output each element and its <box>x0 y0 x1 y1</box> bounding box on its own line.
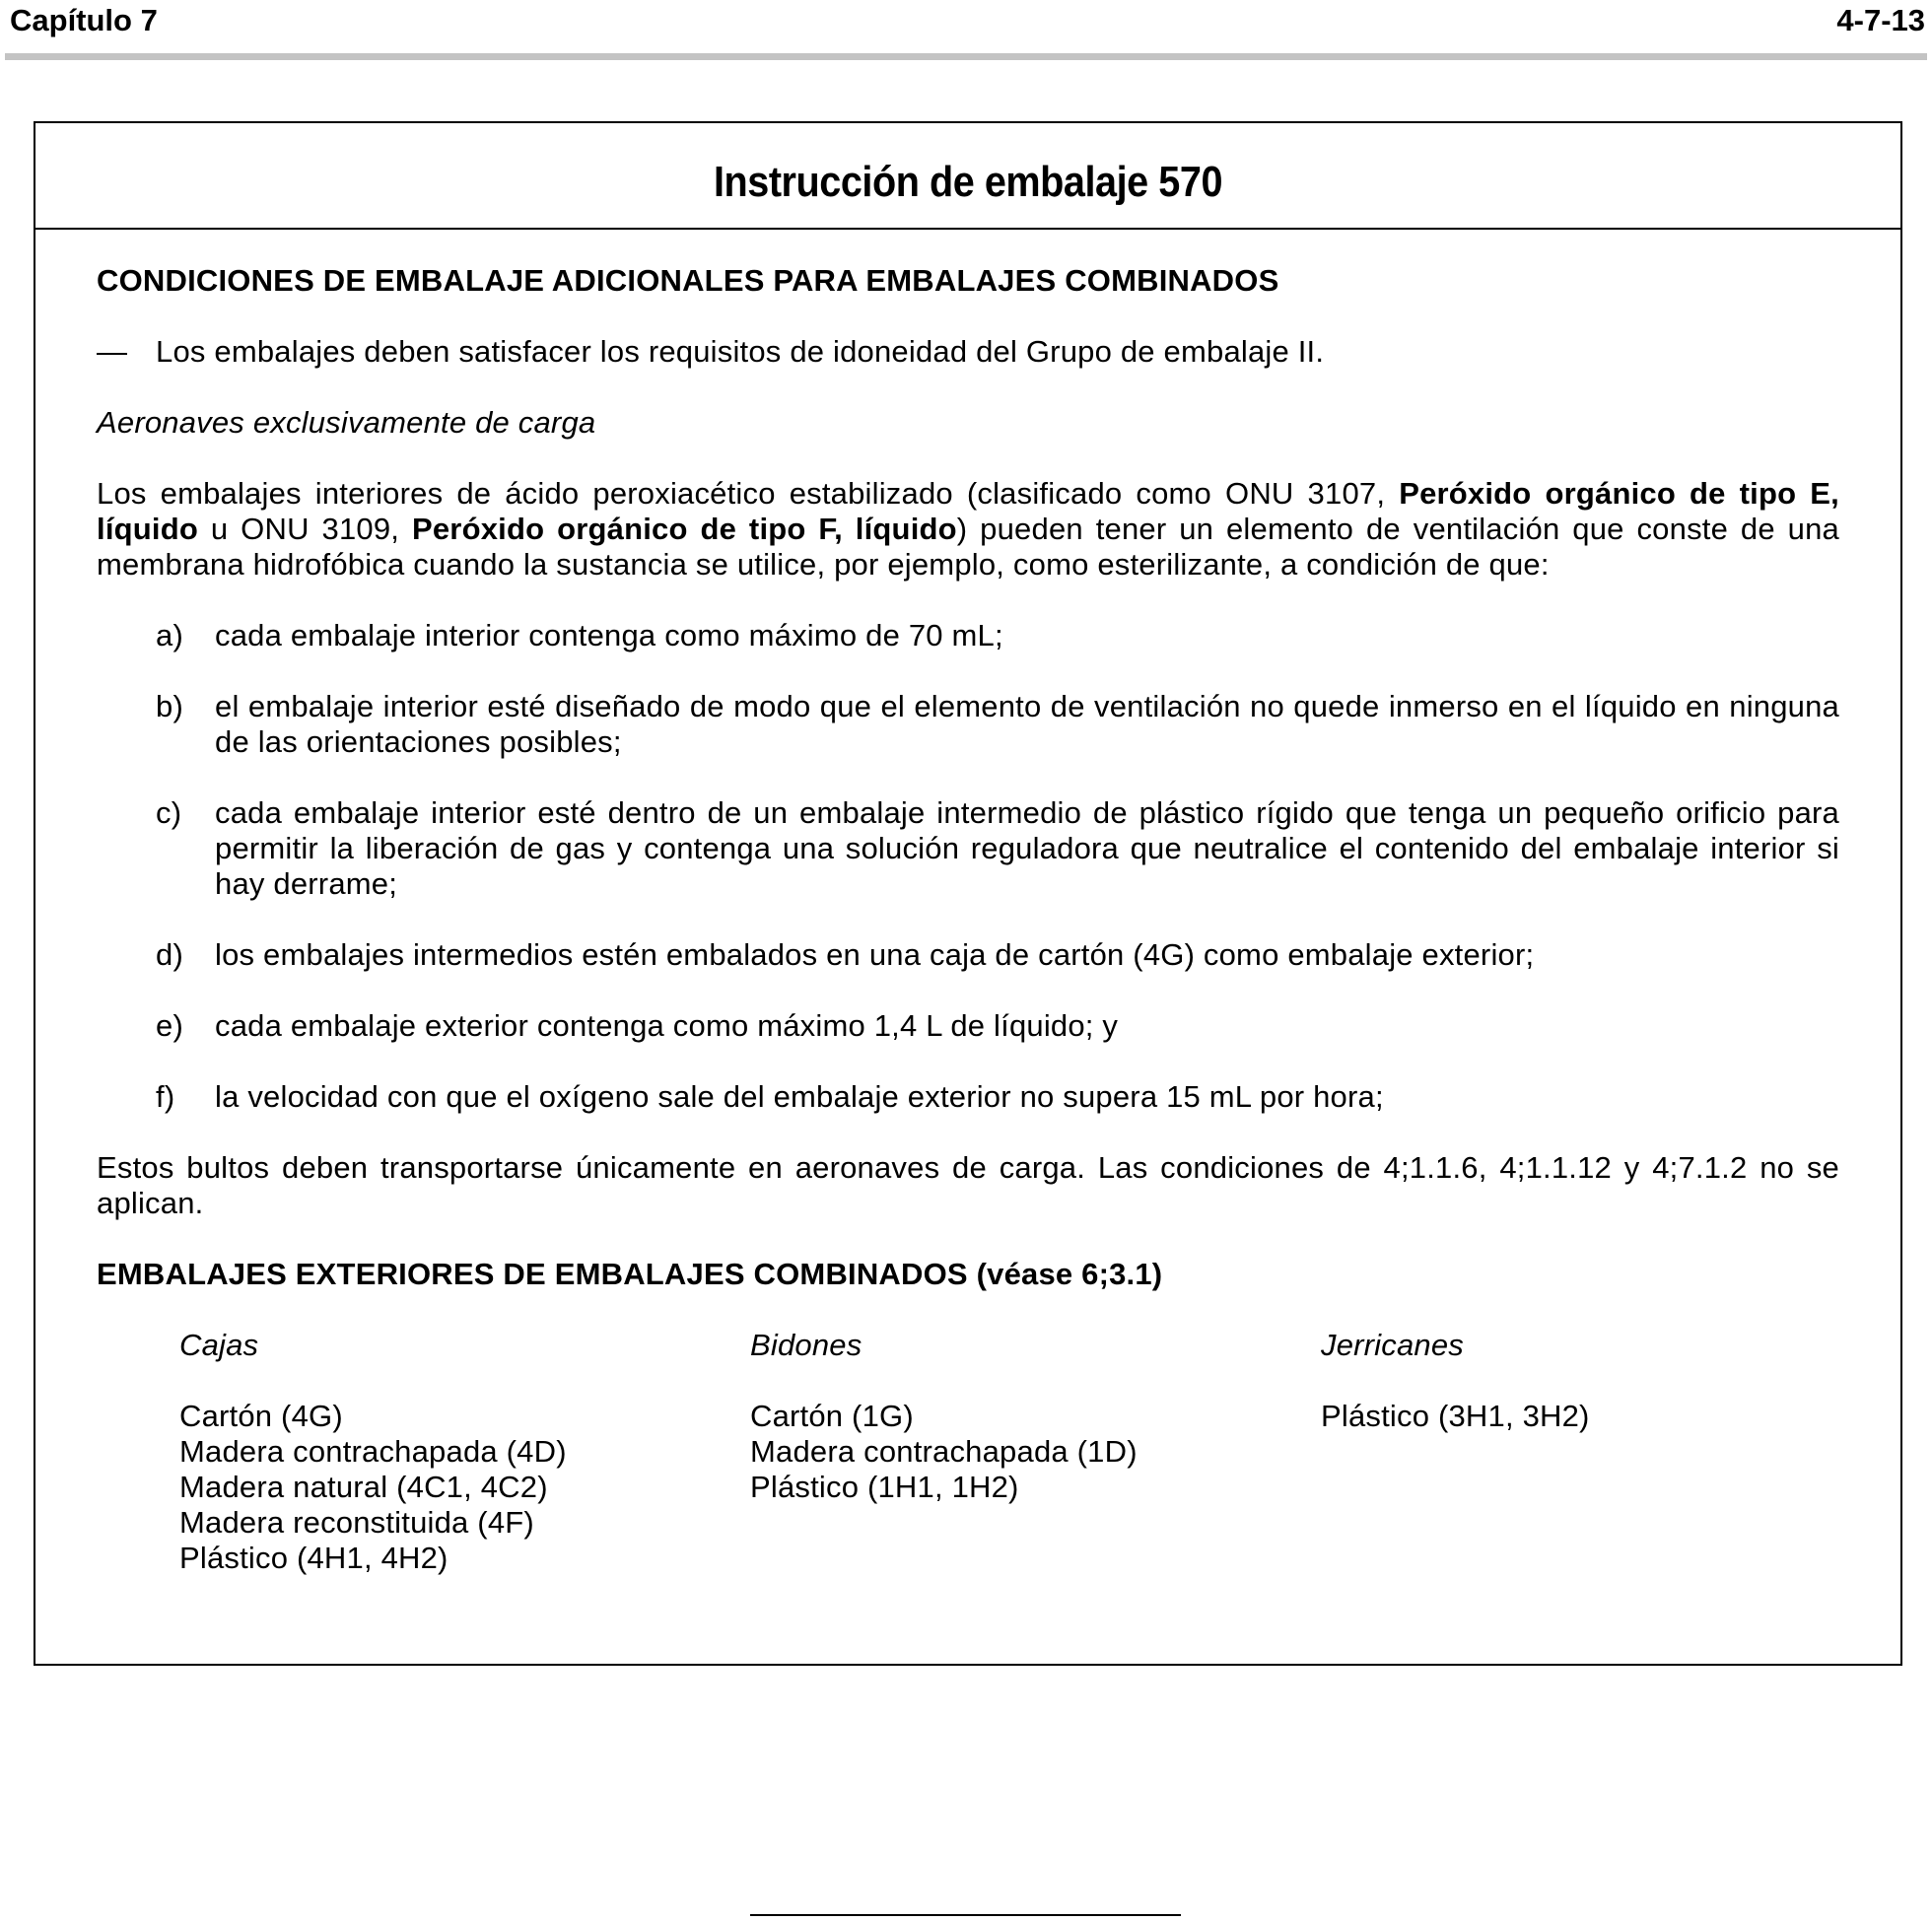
dash-item-text: Los embalajes deben satisfacer los requisitos de idoneidad del Grupo de embalaje II. <box>156 334 1325 369</box>
list-item-label: c) <box>156 795 182 830</box>
cargo-aircraft-heading: Aeronaves exclusivamente de carga <box>97 405 596 440</box>
list-item-label: a) <box>156 618 183 652</box>
page-header <box>10 0 1925 39</box>
list-item <box>97 795 1839 902</box>
cargo-only-paragraph: Estos bultos deben transportarse únicamente en aeronaves de carga. Las condiciones de 4;1.1.6, 4;1.1.12 y 4;7.1.2 no se aplican. <box>97 1150 1839 1220</box>
packaging-item: Plástico (3H1, 3H2) <box>1321 1399 1590 1433</box>
un3109-name: Peróxido orgánico de tipo F, líquido <box>411 512 957 546</box>
list-item-text: la velocidad con que el oxígeno sale del embalaje exterior no supera 15 mL por hora; <box>215 1079 1384 1114</box>
column-heading: Cajas <box>179 1328 259 1362</box>
list-item-text: cada embalaje interior esté dentro de un embalaje intermedio de plástico rígido que tenga un pequeño orificio para permitir la liberación de gas y contenga una solución reguladora que neutralice el contenido del embalaje interior si hay derrame; <box>215 795 1839 901</box>
list-item-label: f) <box>156 1079 175 1114</box>
packaging-item: Cartón (1G) <box>750 1399 914 1433</box>
list-item-text: el embalaje interior esté diseñado de modo que el elemento de ventilación no quede inmerso en el líquido en ninguna de las orientaciones posibles; <box>215 689 1839 759</box>
list-item-text: cada embalaje exterior contenga como máximo 1,4 L de líquido; y <box>215 1008 1119 1043</box>
list-item-label: b) <box>156 689 183 723</box>
column-drums <box>750 1328 1321 1576</box>
column-jerricans <box>1321 1328 1892 1576</box>
list-item <box>97 937 1839 973</box>
list-item <box>97 1008 1839 1044</box>
instruction-content <box>97 263 1839 1576</box>
list-item <box>97 689 1839 760</box>
list-item-label: e) <box>156 1008 183 1043</box>
list-item <box>97 1079 1839 1115</box>
section-heading-outer-packagings: EMBALAJES EXTERIORES DE EMBALAJES COMBINADOS (véase 6;3.1) <box>97 1257 1163 1291</box>
vented-packaging-paragraph <box>97 476 1839 583</box>
packaging-item: Plástico (1H1, 1H2) <box>750 1470 1019 1504</box>
packaging-item: Cartón (4G) <box>179 1399 343 1433</box>
title-row <box>35 123 1900 230</box>
para-text-3: ) pueden tener un elemento de ventilación que conste de una membrana hidrofóbica cuando la sustancia se utilice, por ejemplo, como esterilizante, a condición de que: <box>97 512 1839 582</box>
page-number: 4-7-13 <box>1836 3 1925 37</box>
list-item-text: los embalajes intermedios estén embalados en una caja de cartón (4G) como embalaje exterior; <box>215 937 1535 972</box>
list-item-text: cada embalaje interior contenga como máximo de 70 mL; <box>215 618 1003 652</box>
un3107-name: Peróxido orgánico de tipo E, líquido <box>97 476 1839 546</box>
dash-item <box>97 334 1839 370</box>
chapter-label: Capítulo 7 <box>10 3 158 37</box>
packaging-item: Madera contrachapada (4D) <box>179 1434 567 1469</box>
packing-instruction-title: Instrucción de embalaje 570 <box>713 158 1223 206</box>
list-item-label: d) <box>156 937 183 972</box>
conditions-list <box>97 618 1839 1115</box>
list-item <box>97 618 1839 653</box>
footer-rule <box>750 1914 1181 1916</box>
section-heading-additional-conditions: CONDICIONES DE EMBALAJE ADICIONALES PARA EMBALAJES COMBINADOS <box>97 263 1279 298</box>
packaging-item: Madera natural (4C1, 4C2) <box>179 1470 548 1504</box>
header-rule <box>5 53 1927 60</box>
dash-mark: — <box>97 334 128 369</box>
packing-instruction-box <box>34 121 1902 1666</box>
column-heading: Jerricanes <box>1321 1328 1464 1362</box>
para-text-2: u ONU 3109, <box>197 512 412 546</box>
outer-packagings-table <box>97 1328 1839 1576</box>
packaging-item: Madera contrachapada (1D) <box>750 1434 1138 1469</box>
packaging-item: Madera reconstituida (4F) <box>179 1505 534 1540</box>
packaging-item: Plástico (4H1, 4H2) <box>179 1541 448 1575</box>
column-boxes <box>179 1328 750 1576</box>
column-heading: Bidones <box>750 1328 862 1362</box>
para-text-1: Los embalajes interiores de ácido peroxiacético estabilizado (clasificado como ONU 3107, <box>97 476 1400 511</box>
